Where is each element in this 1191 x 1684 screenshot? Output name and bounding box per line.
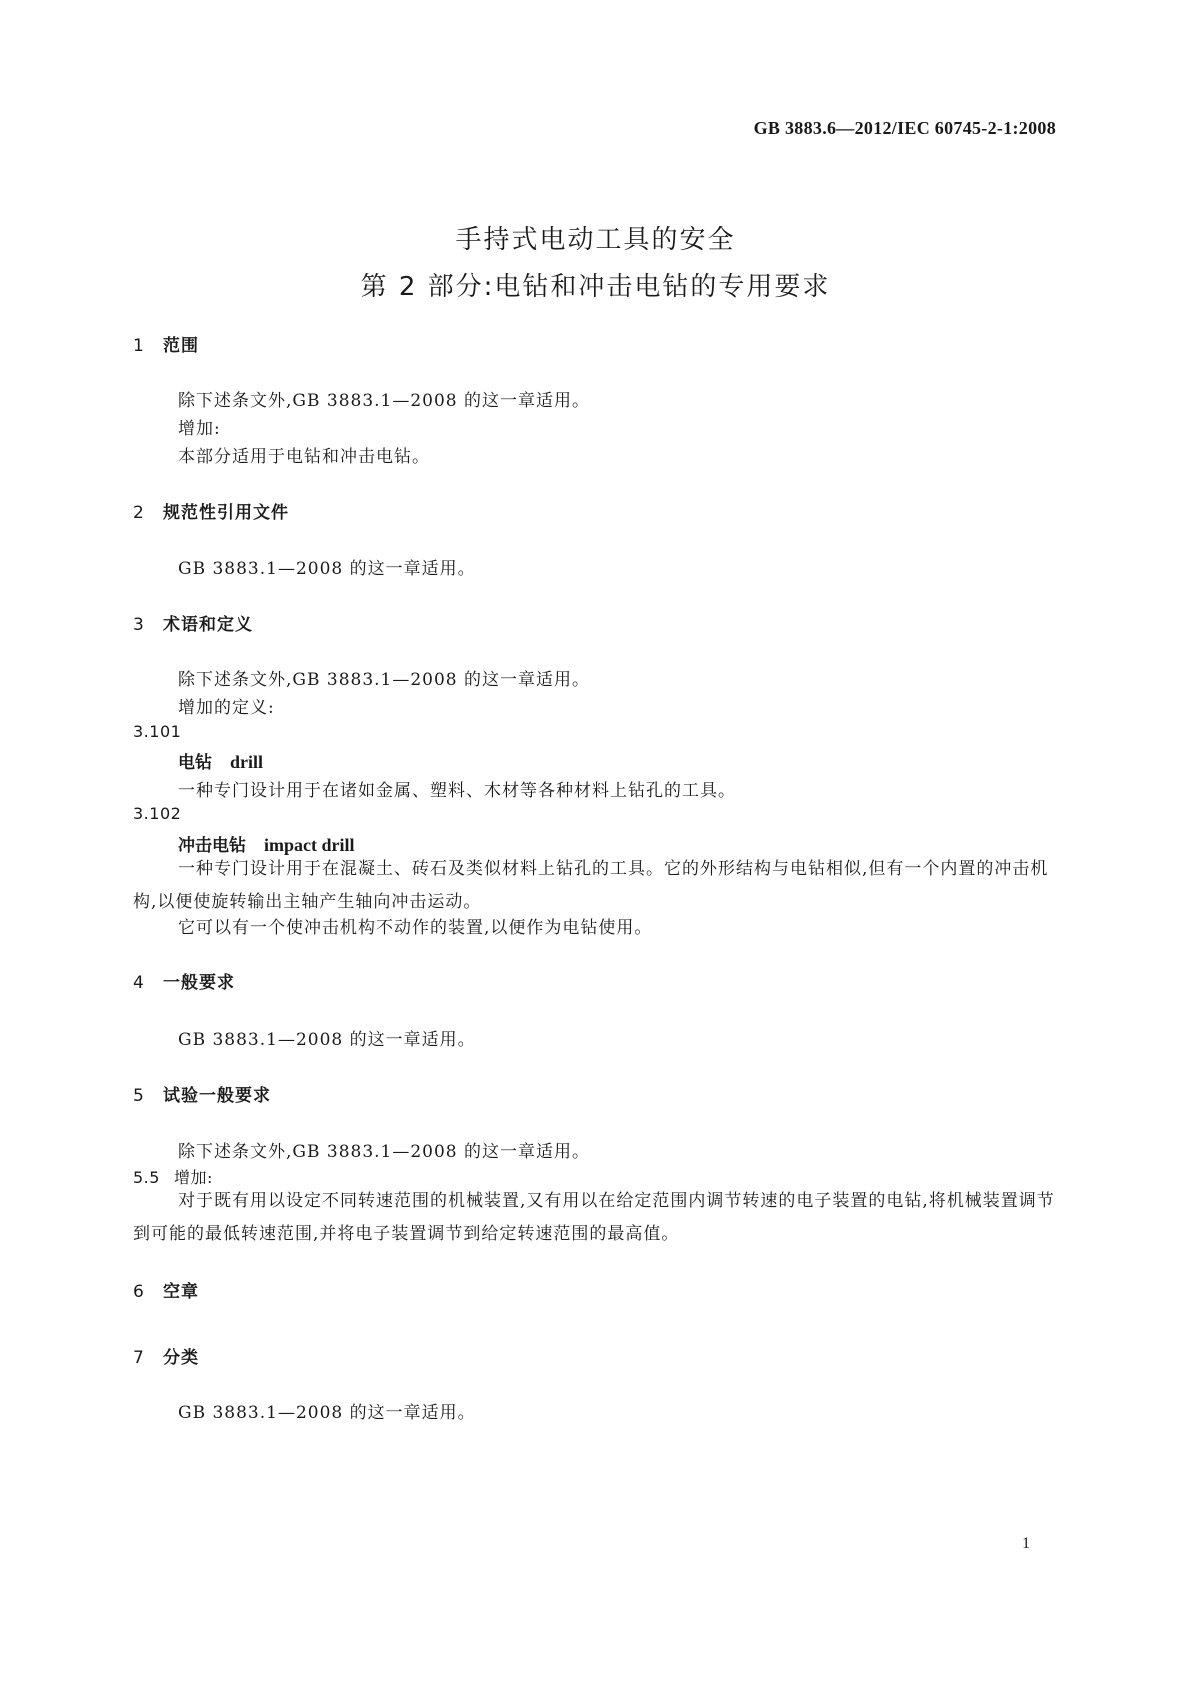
definition: 一种专门设计用于在混凝土、砖石及类似材料上钻孔的工具。它的外形结构与电钻相似,但有一个内置的冲击机构,以便使旋转输出主轴产生轴向冲击运动。 bbox=[133, 859, 1049, 912]
section-title: 规范性引用文件 bbox=[163, 503, 289, 523]
term-chinese: 电钻 bbox=[178, 753, 212, 773]
section-5-heading bbox=[133, 1081, 271, 1106]
section-number: 5 bbox=[133, 1086, 145, 1106]
paragraph: 本部分适用于电钻和冲击电钻。 bbox=[178, 447, 430, 467]
paragraph: 除下述条文外,GB 3883.1—2008 的这一章适用。 bbox=[178, 391, 591, 411]
section-number: 3 bbox=[133, 615, 145, 635]
paragraph: 增加: bbox=[178, 419, 221, 439]
paragraph: 对于既有用以设定不同转速范围的机械装置,又有用以在给定范围内调节转速的电子装置的电钻,将机械装置调节到可能的最低转速范围,并将电子装置调节到给定转速范围的最高值。 bbox=[133, 1191, 1055, 1244]
paragraph: 增加的定义: bbox=[178, 698, 275, 718]
section-title: 试验一般要求 bbox=[163, 1086, 271, 1106]
section-4-heading bbox=[133, 968, 235, 993]
clause-number: 3.101 bbox=[133, 722, 182, 741]
definition: 一种专门设计用于在诸如金属、塑料、木材等各种材料上钻孔的工具。 bbox=[178, 781, 736, 801]
paragraph: 除下述条文外,GB 3883.1—2008 的这一章适用。 bbox=[178, 670, 591, 690]
term-chinese: 冲击电钻 bbox=[178, 836, 246, 856]
section-title: 术语和定义 bbox=[163, 615, 253, 635]
section-number: 7 bbox=[133, 1348, 145, 1368]
paragraph: GB 3883.1—2008 的这一章适用。 bbox=[178, 559, 476, 579]
clause-number: 5.5 bbox=[133, 1168, 160, 1187]
clause-text: 增加: bbox=[173, 1168, 213, 1187]
section-2-heading bbox=[133, 498, 289, 523]
term-english: impact drill bbox=[264, 835, 355, 855]
section-title: 分类 bbox=[163, 1348, 199, 1368]
standard-code-header: GB 3883.6—2012/IEC 60745-2-1:2008 bbox=[753, 118, 1056, 138]
clause-number: 3.102 bbox=[133, 804, 182, 823]
section-number: 4 bbox=[133, 973, 145, 993]
section-number: 6 bbox=[133, 1282, 145, 1302]
section-1-heading bbox=[133, 331, 199, 356]
paragraph: GB 3883.1—2008 的这一章适用。 bbox=[178, 1403, 476, 1423]
paragraph: 除下述条文外,GB 3883.1—2008 的这一章适用。 bbox=[178, 1142, 591, 1162]
section-title: 范围 bbox=[163, 336, 199, 356]
paragraph: GB 3883.1—2008 的这一章适用。 bbox=[178, 1030, 476, 1050]
section-title: 一般要求 bbox=[163, 973, 235, 993]
term-drill bbox=[178, 748, 263, 773]
page-number: 1 bbox=[1022, 1535, 1030, 1552]
section-number: 1 bbox=[133, 336, 145, 356]
section-7-heading bbox=[133, 1343, 199, 1368]
term-english: drill bbox=[230, 752, 264, 772]
paragraph: 它可以有一个使冲击机构不动作的装置,以便作为电钻使用。 bbox=[178, 918, 653, 938]
section-title: 空章 bbox=[163, 1282, 199, 1302]
section-3-heading bbox=[133, 610, 253, 635]
section-number: 2 bbox=[133, 503, 145, 523]
document-title: 手持式电动工具的安全 bbox=[455, 225, 736, 255]
document-subtitle: 第 2 部分:电钻和冲击电钻的专用要求 bbox=[360, 272, 831, 302]
section-6-heading bbox=[133, 1277, 199, 1302]
